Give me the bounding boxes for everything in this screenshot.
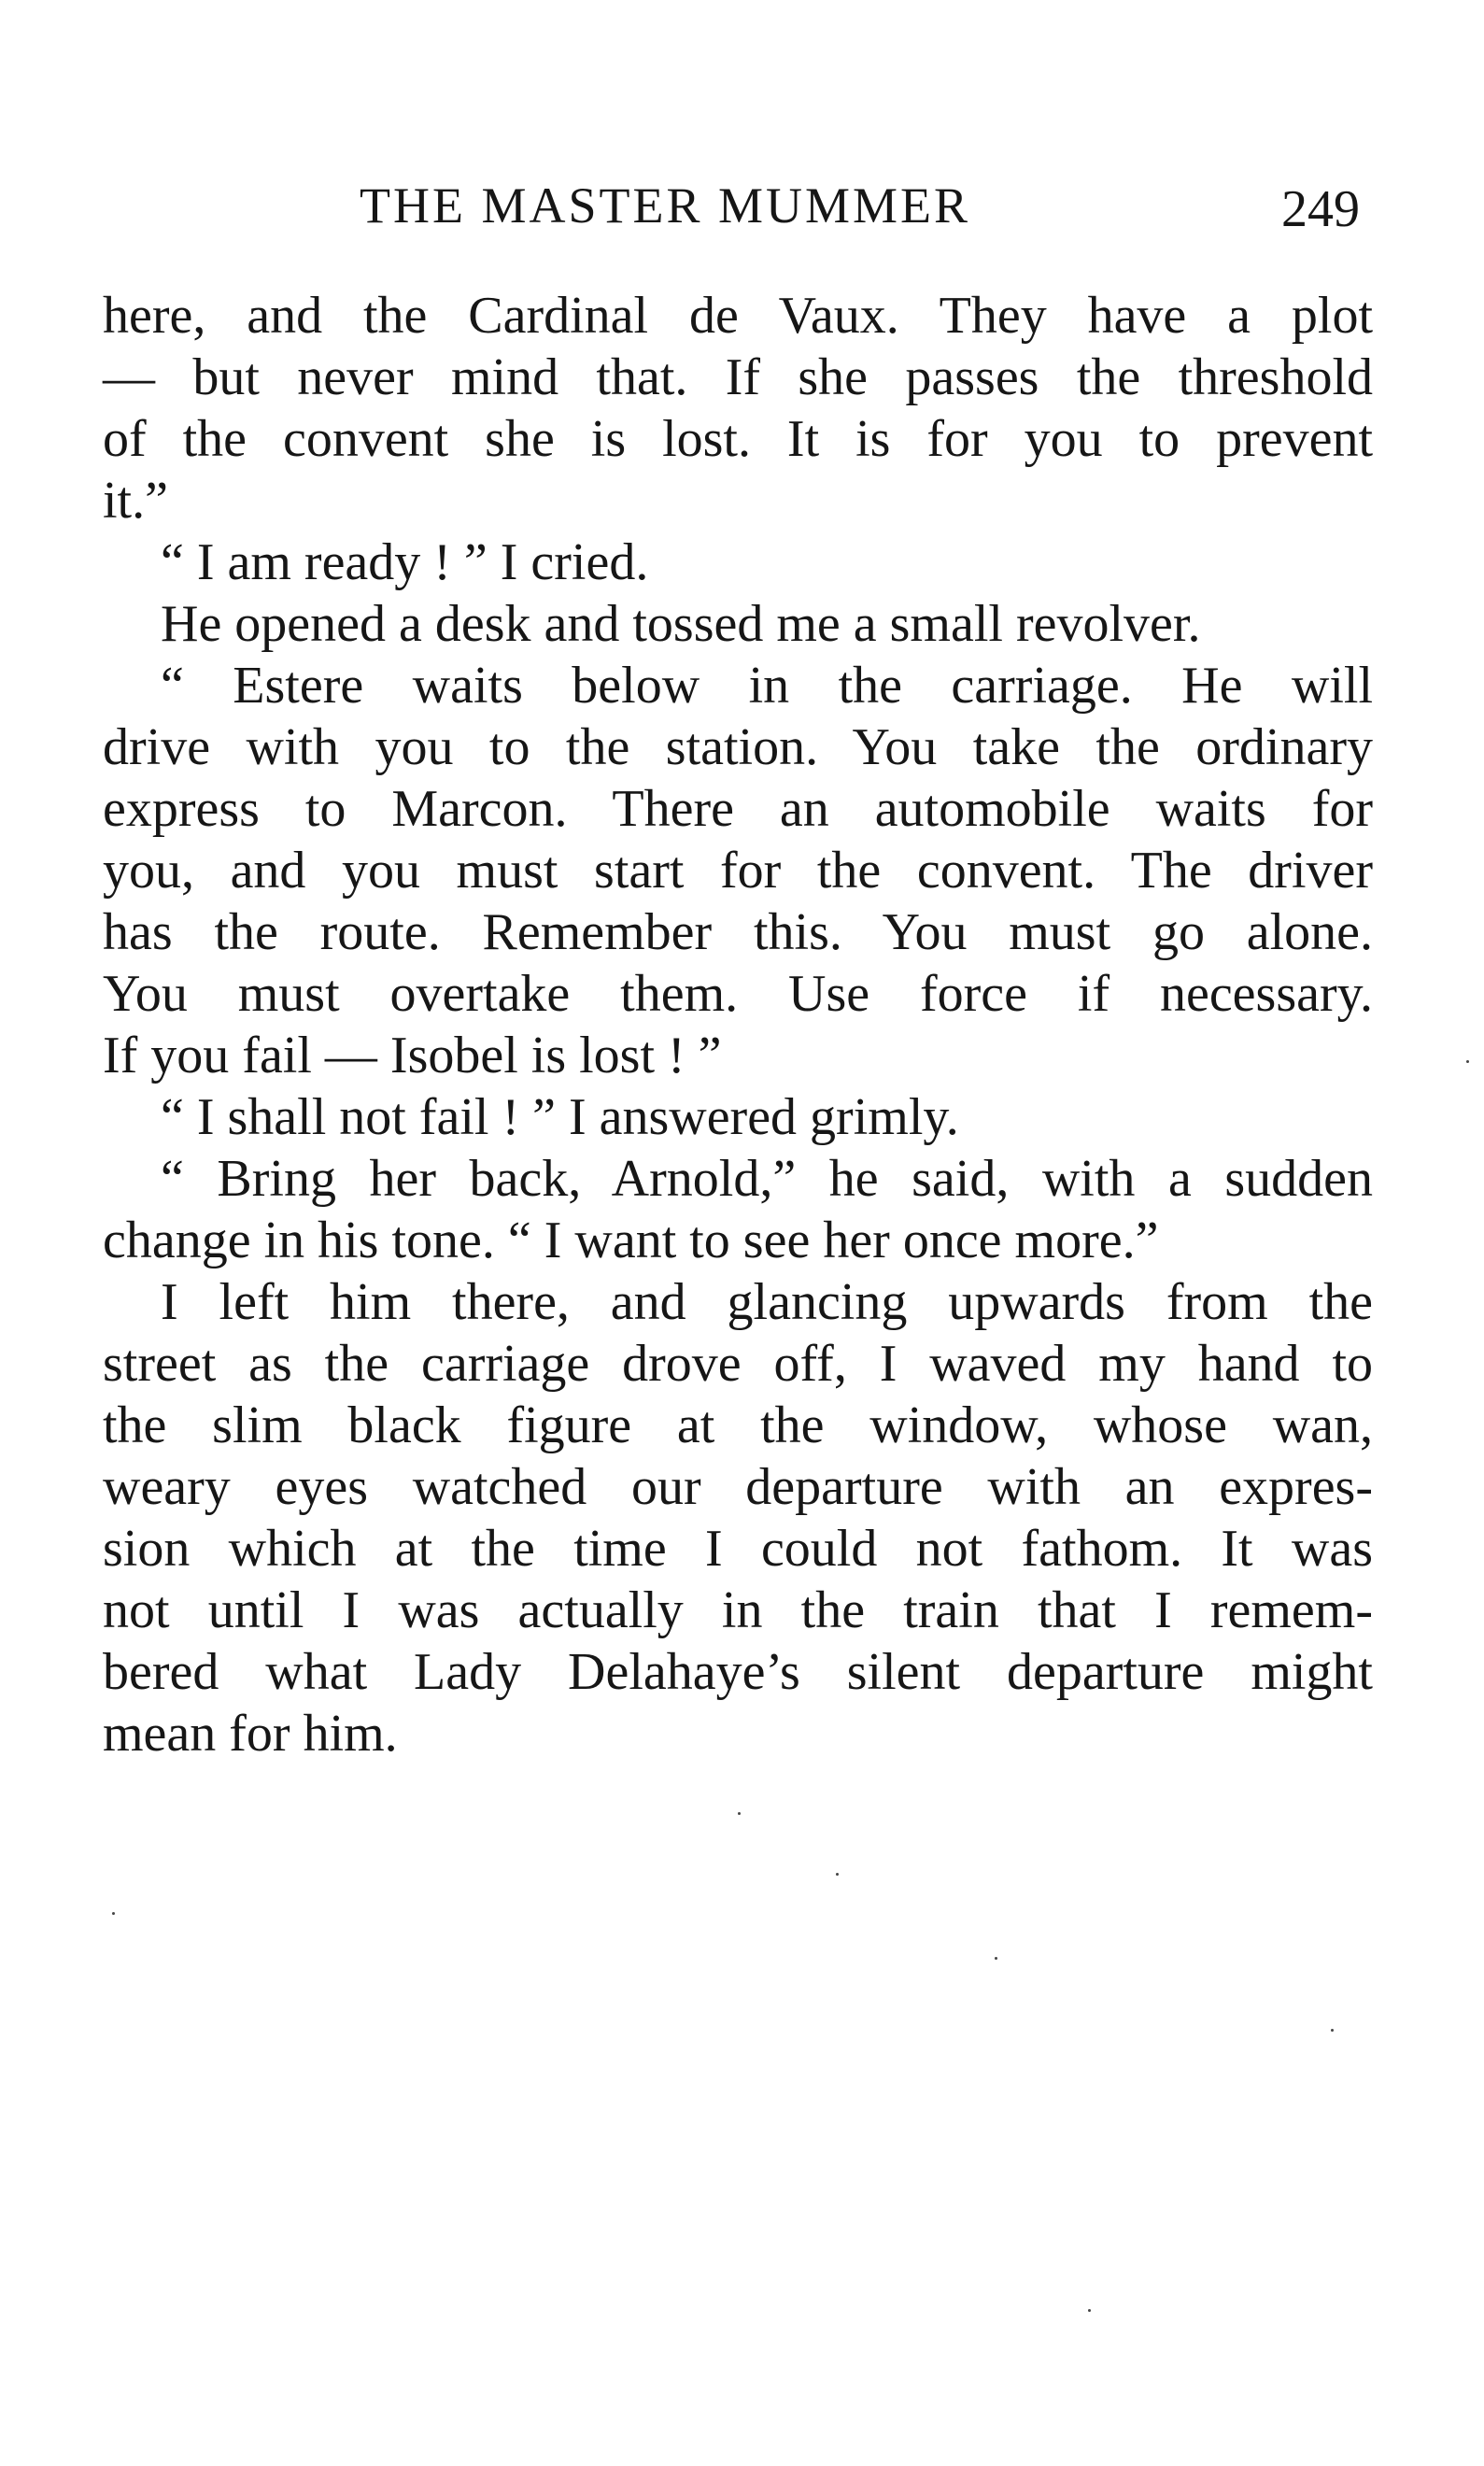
text-line: bered what Lady Delahaye’s silent departure might [103, 1643, 1373, 1701]
text-line: “ Bring her back, Arnold,” he said, with a sudden [161, 1150, 1373, 1208]
scan-speck [112, 1912, 115, 1915]
running-head [0, 168, 1484, 243]
text-line: “ I am ready ! ” I cried. [161, 533, 649, 591]
text-line: mean for him. [103, 1705, 398, 1763]
text-line: sion which at the time I could not fathom. It was [103, 1520, 1373, 1578]
text-line: “ Estere waits below in the carriage. He will [161, 657, 1373, 715]
scan-speck [1466, 1060, 1469, 1063]
running-title: THE MASTER MUMMER [360, 177, 971, 234]
text-line: “ I shall not fail ! ” I answered grimly. [161, 1088, 959, 1146]
text-line: the slim black figure at the window, whose wan, [103, 1396, 1373, 1454]
text-line: I left him there, and glancing upwards from the [161, 1273, 1373, 1331]
text-line: change in his tone. “ I want to see her once more.” [103, 1212, 1159, 1269]
text-line: weary eyes watched our departure with an expres- [103, 1458, 1373, 1516]
text-line: of the convent she is lost. It is for you to prevent [103, 410, 1373, 468]
text-line: express to Marcon. There an automobile waits for [103, 780, 1373, 838]
scan-speck [995, 1957, 997, 1960]
scan-speck [836, 1873, 839, 1876]
scan-speck [1331, 2029, 1334, 2032]
text-line: If you fail — Isobel is lost ! ” [103, 1027, 722, 1084]
text-line: — but never mind that. If she passes the threshold [103, 348, 1373, 406]
scan-speck [1088, 2309, 1091, 2312]
text-line: not until I was actually in the train that I remem- [103, 1581, 1373, 1639]
text-line: drive with you to the station. You take the ordinary [103, 718, 1373, 776]
scan-speck [738, 1812, 741, 1815]
body-text [103, 285, 1373, 1764]
text-line: you, and you must start for the convent. The driver [103, 842, 1373, 900]
text-line: street as the carriage drove off, I waved my hand to [103, 1335, 1373, 1393]
text-line: He opened a desk and tossed me a small revolver. [161, 595, 1201, 653]
text-line: You must overtake them. Use force if necessary. [103, 965, 1373, 1023]
text-line: here, and the Cardinal de Vaux. They have a plot [103, 287, 1373, 345]
page-number: 249 [1281, 180, 1360, 238]
text-line: it.” [103, 472, 168, 530]
text-line: has the route. Remember this. You must go alone. [103, 903, 1373, 961]
